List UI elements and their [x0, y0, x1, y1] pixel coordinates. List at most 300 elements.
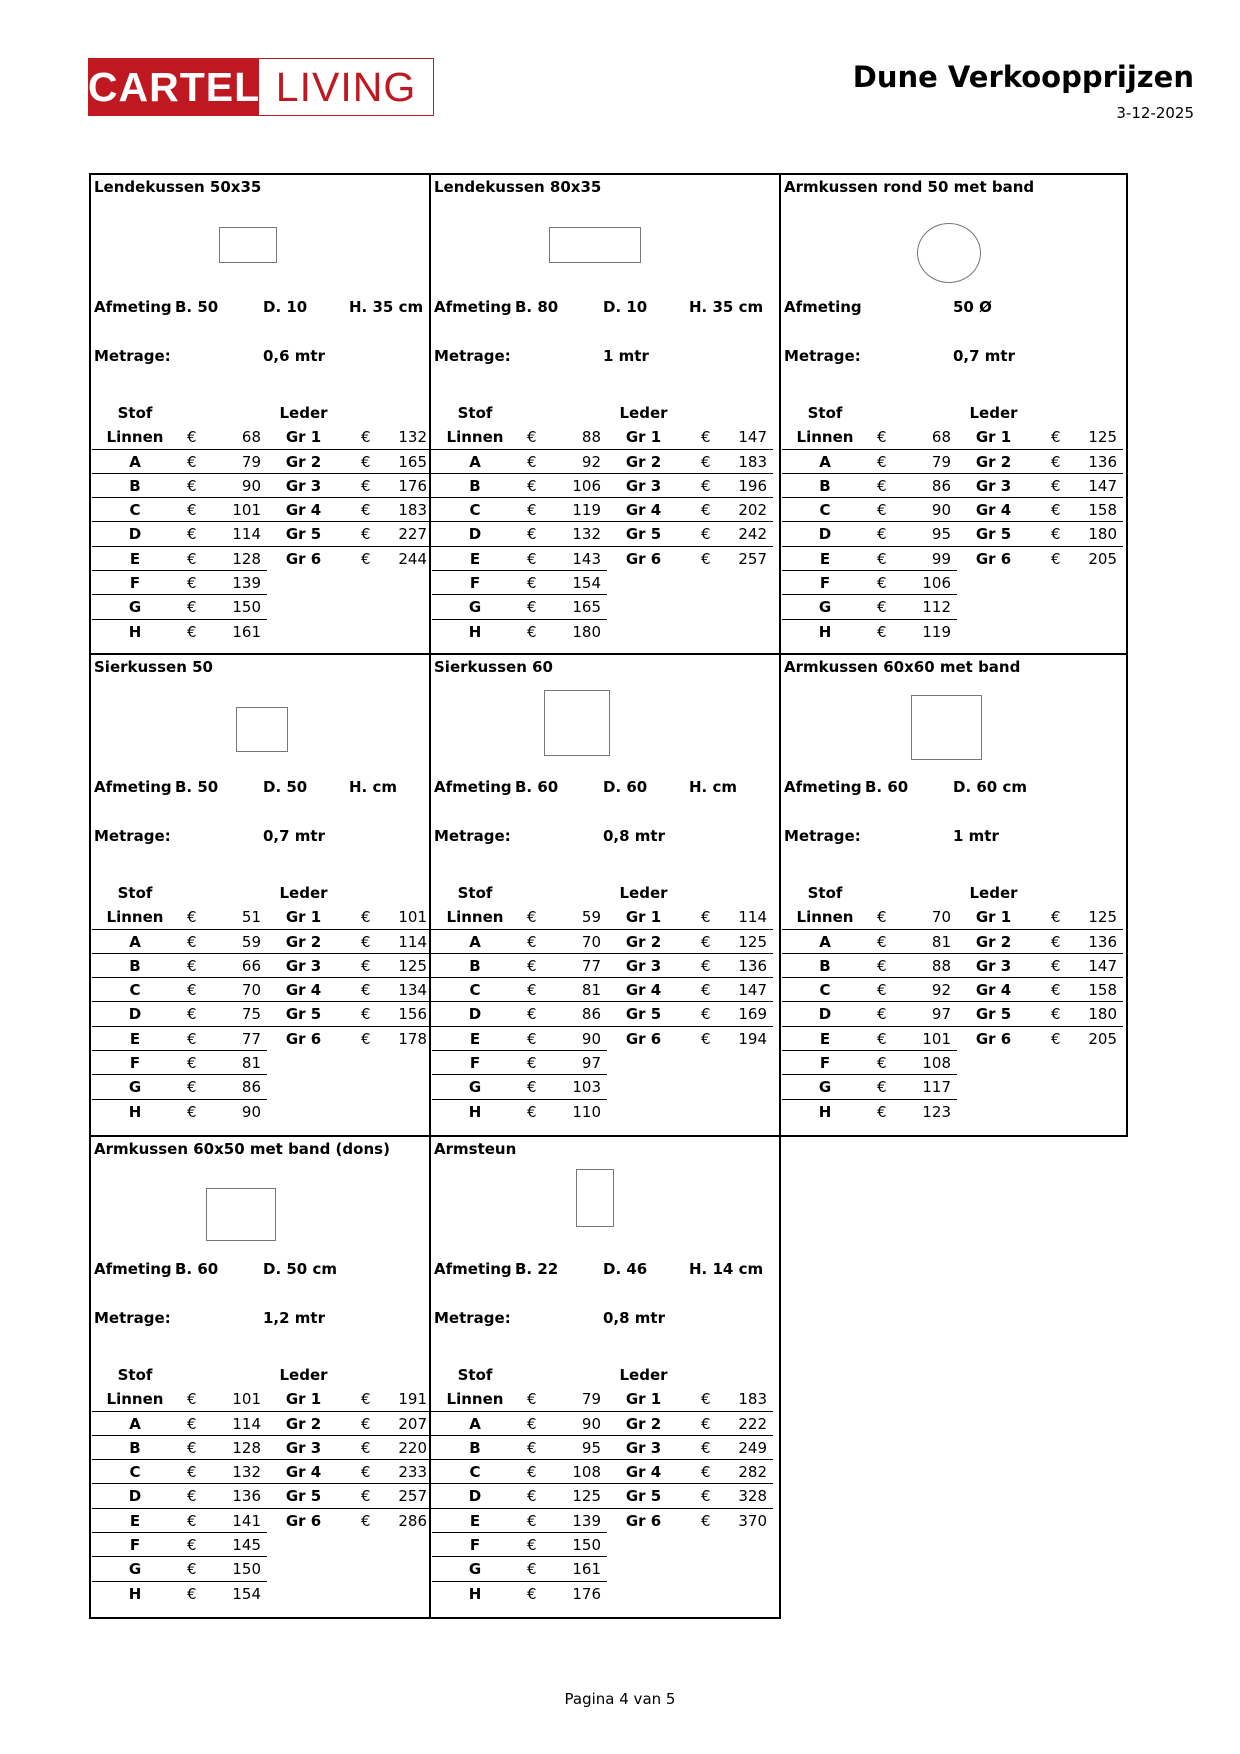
fabric-price: 97 [581, 1054, 601, 1073]
product-title: Armkussen rond 50 met band [784, 178, 1035, 196]
dimension-value: B. 22 [515, 1260, 559, 1278]
metrage-label: Metrage: [94, 827, 171, 845]
afmeting-label: Afmeting [94, 1260, 172, 1278]
price-row [91, 954, 429, 978]
fabric-group: Linnen [446, 908, 504, 927]
leather-group: Gr 5 [975, 1005, 1012, 1024]
fabric-group: A [129, 452, 141, 471]
price-row [781, 595, 1126, 619]
fabric-group: E [129, 1029, 141, 1048]
euro-sign: € [361, 981, 371, 1000]
afmeting-label: Afmeting [434, 298, 512, 316]
price-row [431, 1002, 779, 1026]
euro-sign: € [877, 1029, 887, 1048]
leather-price: 249 [738, 1438, 767, 1457]
fabric-group: E [819, 1029, 831, 1048]
leather-price: 205 [1088, 1029, 1117, 1048]
fabric-group: F [819, 1054, 831, 1073]
euro-sign: € [527, 549, 537, 568]
euro-sign: € [527, 1487, 537, 1506]
product-card [779, 653, 1128, 1137]
fabric-group: E [469, 1029, 481, 1048]
euro-sign: € [1051, 981, 1061, 1000]
euro-sign: € [527, 1414, 537, 1433]
page-number: Pagina 4 van 5 [564, 1690, 676, 1708]
price-row [91, 930, 429, 954]
euro-sign: € [701, 549, 711, 568]
euro-sign: € [877, 1054, 887, 1073]
euro-sign: € [877, 574, 887, 593]
leather-group: Gr 5 [285, 1005, 322, 1024]
price-row [91, 450, 429, 474]
price-row [431, 1460, 779, 1484]
leather-price: 147 [1088, 476, 1117, 495]
leather-group: Gr 6 [975, 1029, 1012, 1048]
fabric-group: C [469, 501, 481, 520]
dimension-value: D. 50 [263, 778, 308, 796]
leather-group: Gr 4 [975, 981, 1012, 1000]
euro-sign: € [527, 932, 537, 951]
fabric-group: D [818, 525, 832, 544]
fabric-group: D [468, 525, 482, 544]
leather-price: 244 [398, 549, 427, 568]
dimension-value: H. 14 cm [689, 1260, 764, 1278]
price-row [91, 425, 429, 449]
euro-sign: € [1051, 908, 1061, 927]
fabric-group: B [469, 1438, 481, 1457]
fabric-price: 95 [581, 1438, 601, 1457]
leather-price: 125 [1088, 908, 1117, 927]
fabric-group: B [819, 956, 831, 975]
leather-price: 183 [398, 501, 427, 520]
leather-group: Gr 3 [625, 476, 662, 495]
price-row [91, 1557, 429, 1581]
metrage-value: 0,8 mtr [603, 1309, 665, 1327]
price-row [431, 425, 779, 449]
euro-sign: € [361, 908, 371, 927]
leather-group: Gr 3 [285, 476, 322, 495]
price-table [431, 1363, 779, 1606]
fabric-group: D [128, 525, 142, 544]
fabric-group: Linnen [446, 1390, 504, 1409]
fabric-price: 77 [581, 956, 601, 975]
euro-sign: € [701, 501, 711, 520]
euro-sign: € [1051, 476, 1061, 495]
price-row [431, 1075, 779, 1099]
fabric-price: 86 [241, 1078, 261, 1097]
fabric-group: A [469, 932, 481, 951]
leder-header: Leder [619, 1366, 668, 1384]
leather-price: 169 [738, 1005, 767, 1024]
euro-sign: € [187, 428, 197, 447]
fabric-price: 106 [922, 574, 951, 593]
price-row [781, 498, 1126, 522]
price-table-header [91, 881, 429, 905]
euro-sign: € [361, 452, 371, 471]
metrage-value: 1 mtr [953, 827, 999, 845]
fabric-price: 66 [241, 956, 261, 975]
euro-sign: € [1051, 452, 1061, 471]
product-card [89, 1135, 431, 1619]
price-row [91, 1100, 429, 1124]
fabric-group: H [128, 1102, 142, 1121]
leather-price: 158 [1088, 501, 1117, 520]
fabric-group: B [129, 1438, 141, 1457]
leather-group: Gr 5 [285, 1487, 322, 1506]
euro-sign: € [527, 981, 537, 1000]
fabric-price: 125 [572, 1487, 601, 1506]
euro-sign: € [701, 1390, 711, 1409]
leder-header: Leder [279, 1366, 328, 1384]
fabric-price: 145 [232, 1536, 261, 1555]
fabric-price: 150 [232, 598, 261, 617]
leather-price: 180 [1088, 1005, 1117, 1024]
euro-sign: € [527, 476, 537, 495]
dimension-value: D. 10 [263, 298, 308, 316]
fabric-price: 150 [232, 1560, 261, 1579]
fabric-price: 59 [241, 932, 261, 951]
leather-price: 136 [1088, 932, 1117, 951]
euro-sign: € [187, 1511, 197, 1530]
leather-group: Gr 5 [625, 1005, 662, 1024]
metrage-value: 0,8 mtr [603, 827, 665, 845]
price-row [91, 1387, 429, 1411]
price-table [91, 1363, 429, 1606]
leather-price: 370 [738, 1511, 767, 1530]
fabric-group: B [469, 956, 481, 975]
dimension-value: D. 50 cm [263, 1260, 337, 1278]
euro-sign: € [361, 932, 371, 951]
euro-sign: € [527, 1005, 537, 1024]
leather-group: Gr 4 [285, 1463, 322, 1482]
price-row [431, 1412, 779, 1436]
fabric-group: G [818, 1078, 832, 1097]
fabric-price: 154 [232, 1584, 261, 1603]
price-row [781, 905, 1126, 929]
price-row [431, 1051, 779, 1075]
product-card [429, 653, 781, 1137]
fabric-group: E [129, 549, 141, 568]
price-row [781, 1051, 1126, 1075]
euro-sign: € [361, 1511, 371, 1530]
euro-sign: € [877, 525, 887, 544]
fabric-price: 97 [931, 1005, 951, 1024]
fabric-group: D [128, 1005, 142, 1024]
euro-sign: € [187, 1438, 197, 1457]
product-card [779, 173, 1128, 655]
euro-sign: € [187, 476, 197, 495]
euro-sign: € [527, 1560, 537, 1579]
leather-group: Gr 1 [285, 908, 322, 927]
euro-sign: € [361, 501, 371, 520]
euro-sign: € [877, 981, 887, 1000]
euro-sign: € [187, 908, 197, 927]
price-row [91, 1002, 429, 1026]
leather-price: 242 [738, 525, 767, 544]
fabric-price: 81 [581, 981, 601, 1000]
leather-price: 101 [398, 908, 427, 927]
leder-header: Leder [619, 404, 668, 422]
leather-group: Gr 5 [285, 525, 322, 544]
price-table [431, 881, 779, 1124]
leder-header: Leder [279, 404, 328, 422]
euro-sign: € [187, 574, 197, 593]
euro-sign: € [361, 1414, 371, 1433]
product-title: Sierkussen 60 [434, 658, 553, 676]
euro-sign: € [877, 428, 887, 447]
fabric-price: 101 [232, 501, 261, 520]
dimension-value: B. 80 [515, 298, 559, 316]
fabric-group: B [129, 956, 141, 975]
leather-group: Gr 1 [285, 428, 322, 447]
euro-sign: € [187, 1584, 197, 1603]
leather-group: Gr 1 [625, 1390, 662, 1409]
fabric-price: 101 [232, 1390, 261, 1409]
price-row [91, 978, 429, 1002]
fabric-price: 99 [931, 549, 951, 568]
euro-sign: € [877, 622, 887, 641]
leather-price: 134 [398, 981, 427, 1000]
leather-group: Gr 4 [625, 981, 662, 1000]
fabric-group: C [129, 1463, 141, 1482]
leather-price: 176 [398, 476, 427, 495]
price-row [781, 930, 1126, 954]
price-row [781, 425, 1126, 449]
fabric-price: 154 [572, 574, 601, 593]
fabric-group: A [819, 452, 831, 471]
leather-group: Gr 6 [625, 1029, 662, 1048]
leather-price: 125 [738, 932, 767, 951]
price-row [91, 1460, 429, 1484]
leather-group: Gr 3 [625, 956, 662, 975]
price-row [91, 1582, 429, 1606]
leather-group: Gr 1 [975, 428, 1012, 447]
euro-sign: € [877, 452, 887, 471]
price-row [431, 547, 779, 571]
fabric-group: G [128, 1560, 142, 1579]
fabric-price: 150 [572, 1536, 601, 1555]
leather-group: Gr 6 [285, 1029, 322, 1048]
price-row [431, 1533, 779, 1557]
euro-sign: € [1051, 1005, 1061, 1024]
product-title: Armsteun [434, 1140, 517, 1158]
fabric-group: H [128, 622, 142, 641]
product-card [89, 653, 431, 1137]
euro-sign: € [187, 1414, 197, 1433]
euro-sign: € [701, 452, 711, 471]
price-row [781, 547, 1126, 571]
dimension-value: H. 35 cm [349, 298, 424, 316]
fabric-price: 51 [241, 908, 261, 927]
stof-header: Stof [457, 404, 493, 422]
leather-price: 136 [1088, 452, 1117, 471]
leather-price: 180 [1088, 525, 1117, 544]
leather-price: 125 [1088, 428, 1117, 447]
euro-sign: € [877, 1078, 887, 1097]
stof-header: Stof [457, 884, 493, 902]
fabric-group: E [129, 1511, 141, 1530]
leather-group: Gr 4 [625, 1463, 662, 1482]
euro-sign: € [877, 1005, 887, 1024]
euro-sign: € [187, 501, 197, 520]
euro-sign: € [187, 1536, 197, 1555]
price-row [91, 1412, 429, 1436]
euro-sign: € [187, 549, 197, 568]
price-row [431, 1509, 779, 1533]
leather-price: 191 [398, 1390, 427, 1409]
leather-price: 220 [398, 1438, 427, 1457]
euro-sign: € [187, 452, 197, 471]
leather-group: Gr 6 [285, 549, 322, 568]
leather-group: Gr 4 [285, 501, 322, 520]
price-row [431, 1557, 779, 1581]
euro-sign: € [1051, 956, 1061, 975]
euro-sign: € [187, 956, 197, 975]
euro-sign: € [361, 1438, 371, 1457]
metrage-label: Metrage: [94, 347, 171, 365]
fabric-group: E [469, 549, 481, 568]
price-row [781, 1075, 1126, 1099]
fabric-group: B [819, 476, 831, 495]
price-row [431, 595, 779, 619]
euro-sign: € [877, 956, 887, 975]
fabric-price: 165 [572, 598, 601, 617]
fabric-group: D [468, 1487, 482, 1506]
leder-header: Leder [969, 884, 1018, 902]
fabric-group: D [818, 1005, 832, 1024]
leather-price: 205 [1088, 549, 1117, 568]
euro-sign: € [527, 1511, 537, 1530]
price-row [91, 522, 429, 546]
euro-sign: € [701, 1438, 711, 1457]
leather-group: Gr 2 [285, 1414, 322, 1433]
price-row [781, 571, 1126, 595]
euro-sign: € [877, 1102, 887, 1121]
euro-sign: € [187, 1054, 197, 1073]
fabric-price: 90 [241, 1102, 261, 1121]
fabric-group: G [468, 1560, 482, 1579]
euro-sign: € [701, 1511, 711, 1530]
fabric-group: A [819, 932, 831, 951]
euro-sign: € [361, 1029, 371, 1048]
price-table [781, 881, 1126, 1124]
euro-sign: € [527, 1463, 537, 1482]
metrage-value: 0,6 mtr [263, 347, 325, 365]
price-row [91, 1533, 429, 1557]
dimension-value: B. 50 [175, 778, 219, 796]
euro-sign: € [527, 1054, 537, 1073]
leather-price: 147 [738, 428, 767, 447]
leather-group: Gr 6 [285, 1511, 322, 1530]
leather-group: Gr 3 [285, 1438, 322, 1457]
price-row [781, 450, 1126, 474]
price-row [431, 450, 779, 474]
price-row [781, 474, 1126, 498]
euro-sign: € [701, 956, 711, 975]
fabric-price: 68 [241, 428, 261, 447]
price-row [431, 1582, 779, 1606]
euro-sign: € [187, 1029, 197, 1048]
euro-sign: € [877, 908, 887, 927]
fabric-price: 88 [581, 428, 601, 447]
euro-sign: € [527, 1536, 537, 1555]
product-title: Lendekussen 80x35 [434, 178, 602, 196]
price-row [431, 498, 779, 522]
fabric-price: 103 [572, 1078, 601, 1097]
euro-sign: € [527, 574, 537, 593]
afmeting-label: Afmeting [784, 778, 862, 796]
price-row [431, 954, 779, 978]
fabric-price: 86 [931, 476, 951, 495]
cushion-shape [206, 1188, 276, 1241]
euro-sign: € [877, 549, 887, 568]
fabric-price: 70 [931, 908, 951, 927]
euro-sign: € [877, 501, 887, 520]
euro-sign: € [527, 1438, 537, 1457]
price-row [91, 1509, 429, 1533]
price-row [91, 595, 429, 619]
product-title: Armkussen 60x50 met band (dons) [94, 1140, 390, 1158]
price-row [781, 522, 1126, 546]
leather-price: 194 [738, 1029, 767, 1048]
leather-group: Gr 2 [625, 932, 662, 951]
price-row [431, 474, 779, 498]
fabric-price: 106 [572, 476, 601, 495]
fabric-group: Linnen [106, 908, 164, 927]
leather-group: Gr 2 [285, 932, 322, 951]
fabric-group: Linnen [796, 428, 854, 447]
fabric-price: 90 [581, 1029, 601, 1048]
leather-price: 183 [738, 452, 767, 471]
logo-living-text: LIVING [275, 63, 417, 110]
fabric-price: 92 [931, 981, 951, 1000]
leather-group: Gr 2 [975, 452, 1012, 471]
leather-group: Gr 2 [975, 932, 1012, 951]
fabric-group: A [129, 932, 141, 951]
euro-sign: € [361, 428, 371, 447]
fabric-price: 77 [241, 1029, 261, 1048]
euro-sign: € [701, 1029, 711, 1048]
fabric-price: 108 [572, 1463, 601, 1482]
leather-price: 156 [398, 1005, 427, 1024]
fabric-price: 81 [931, 932, 951, 951]
fabric-group: F [469, 574, 481, 593]
leather-group: Gr 6 [625, 549, 662, 568]
price-row [91, 571, 429, 595]
dimension-value: D. 46 [603, 1260, 648, 1278]
dimension-value: H. cm [689, 778, 737, 796]
price-row [431, 930, 779, 954]
leather-group: Gr 1 [285, 1390, 322, 1409]
euro-sign: € [1051, 428, 1061, 447]
euro-sign: € [527, 1078, 537, 1097]
price-row [431, 571, 779, 595]
leather-price: 114 [738, 908, 767, 927]
price-row [431, 1436, 779, 1460]
stof-header: Stof [117, 1366, 153, 1384]
euro-sign: € [701, 932, 711, 951]
dimension-value: B. 60 [515, 778, 559, 796]
price-table-header [91, 401, 429, 425]
fabric-group: C [819, 501, 831, 520]
euro-sign: € [361, 1463, 371, 1482]
price-row [781, 954, 1126, 978]
euro-sign: € [527, 428, 537, 447]
leather-group: Gr 1 [975, 908, 1012, 927]
euro-sign: € [361, 476, 371, 495]
fabric-price: 59 [581, 908, 601, 927]
price-table-header [781, 401, 1126, 425]
